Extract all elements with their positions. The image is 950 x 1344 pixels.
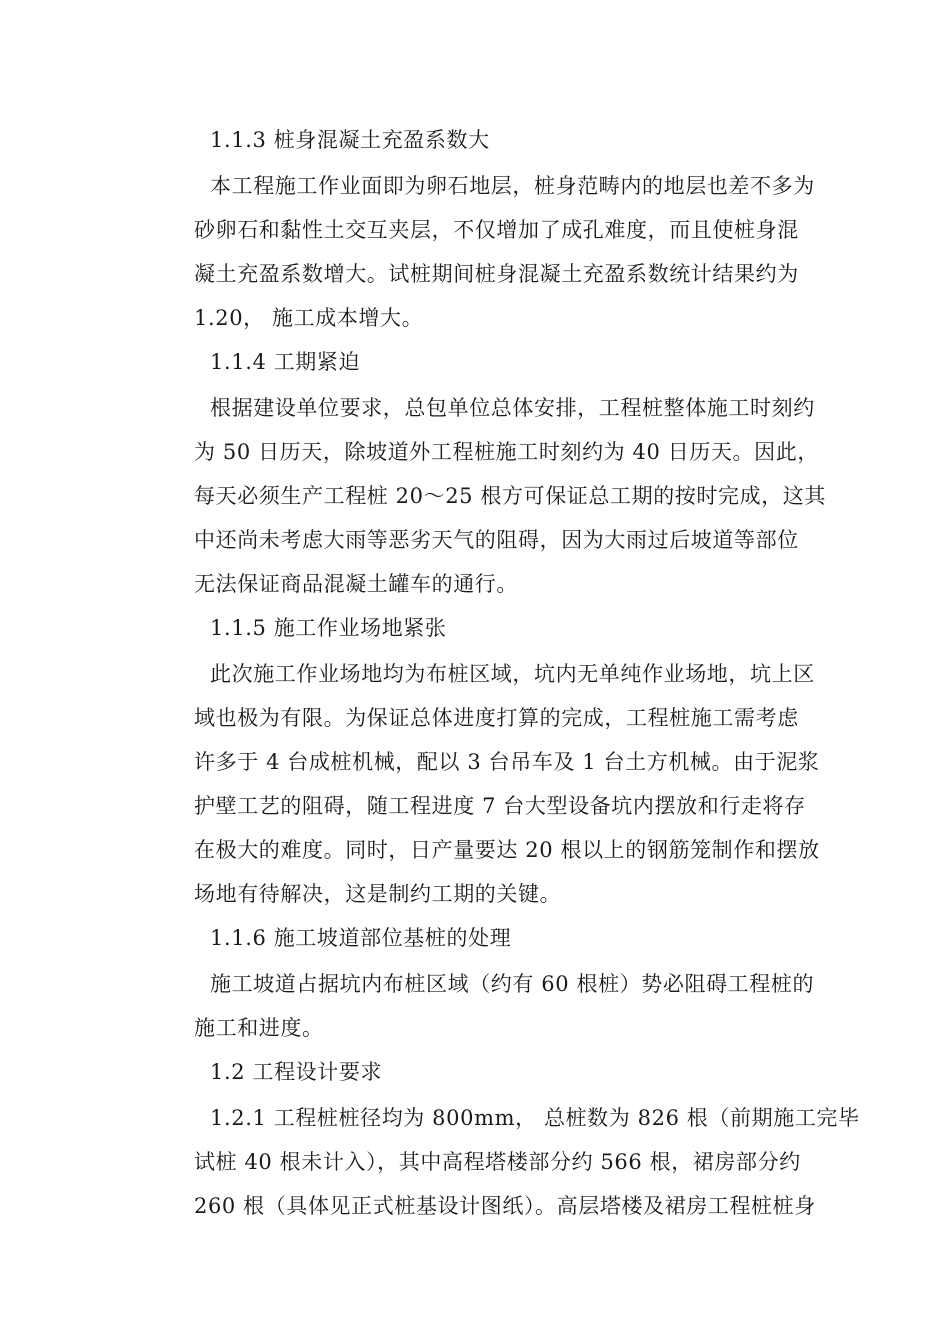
heading-1-2: 1.2 工程设计要求 [210, 1060, 383, 1084]
paragraph-line: 在极大的难度。同时，日产量要达 20 根以上的钢筋笼制作和摆放 [194, 838, 820, 862]
paragraph-line: 护壁工艺的阻碍，随工程进度 7 台大型设备坑内摆放和行走将存 [194, 794, 806, 818]
paragraph-line: 试桩 40 根未计入），其中高程塔楼部分约 566 根，裙房部分约 [194, 1150, 801, 1174]
paragraph-line: 本工程施工作业面即为卵石地层，桩身范畴内的地层也差不多为 [210, 174, 815, 198]
paragraph-line: 施工坡道占据坑内布桩区域（约有 60 根桩）势必阻碍工程桩的 [210, 972, 815, 996]
paragraph-line: 域也极为有限。为保证总体进度打算的完成，工程桩施工需考虑 [194, 706, 799, 730]
paragraph-line: 无法保证商品混凝土罐车的通行。 [194, 572, 518, 596]
paragraph-line: 场地有待解决，这是制约工期的关键。 [194, 882, 562, 906]
paragraph-line: 1.20， 施工成本增大。 [194, 306, 424, 330]
paragraph-line: 砂卵石和黏性土交互夹层，不仅增加了成孔难度，而且使桩身混 [194, 218, 799, 242]
heading-1-1-4: 1.1.4 工期紧迫 [210, 350, 361, 374]
paragraph-line: 为 50 日历天，除坡道外工程桩施工时刻约为 40 日历天。因此， [194, 440, 819, 464]
paragraph-line: 许多于 4 台成桩机械，配以 3 台吊车及 1 台土方机械。由于泥浆 [194, 750, 820, 774]
paragraph-line: 1.2.1 工程桩桩径均为 800mm， 总桩数为 826 根（前期施工完毕 [210, 1106, 860, 1130]
heading-1-1-6: 1.1.6 施工坡道部位基桩的处理 [210, 926, 512, 950]
heading-1-1-3: 1.1.3 桩身混凝土充盈系数大 [210, 128, 490, 152]
paragraph-line: 凝土充盈系数增大。试桩期间桩身混凝土充盈系数统计结果约为 [194, 262, 799, 286]
paragraph-line: 根据建设单位要求，总包单位总体安排，工程桩整体施工时刻约 [210, 396, 815, 420]
paragraph-line: 每天必须生产工程桩 20～25 根方可保证总工期的按时完成，这其 [194, 484, 826, 508]
paragraph-line: 施工和进度。 [194, 1016, 324, 1040]
paragraph-line: 260 根（具体见正式桩基设计图纸）。高层塔楼及裙房工程桩桩身 [194, 1194, 816, 1218]
paragraph-line: 此次施工作业场地均为布桩区域，坑内无单纯作业场地，坑上区 [210, 662, 815, 686]
heading-1-1-5: 1.1.5 施工作业场地紧张 [210, 616, 447, 640]
paragraph-line: 中还尚未考虑大雨等恶劣天气的阻碍，因为大雨过后坡道等部位 [194, 528, 799, 552]
